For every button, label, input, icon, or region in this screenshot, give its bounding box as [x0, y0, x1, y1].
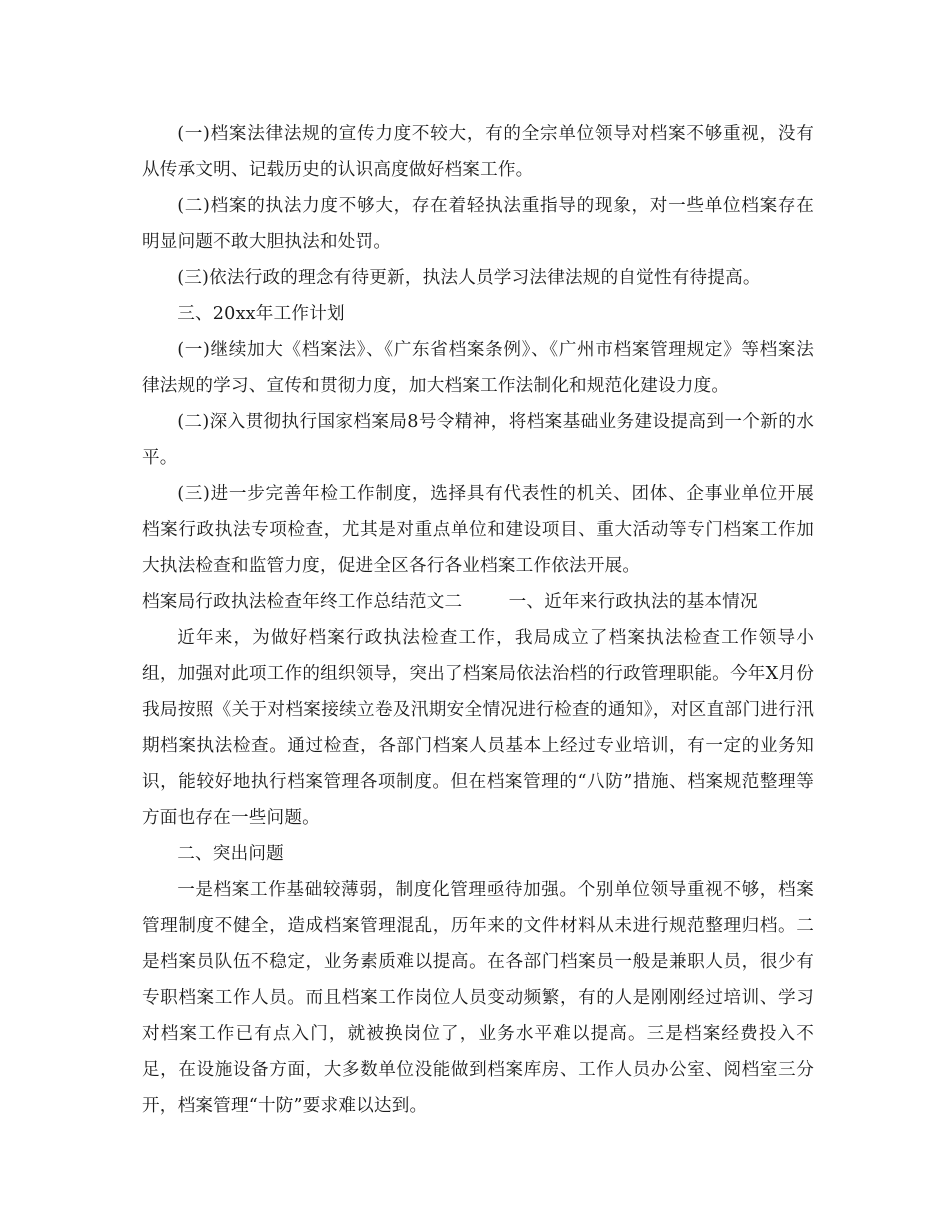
heading-work-plan: 三、20xx年工作计划 — [177, 304, 345, 324]
paragraph-plan-2: (二)深入贯彻执行国家档案局8号令精神，将档案基础业务建设提高到一个新的水平。 — [142, 412, 814, 468]
paragraph-problems-detail: 一是档案工作基础较薄弱，制度化管理亟待加强。个别单位领导重视不够，档案管理制度不健全，造成档案管理混乱，历年来的文件材料从未进行规范整理归档。二是档案员队伍不稳定，业务素质难以提高。在各部门档案员一般是兼职人员，很少有专职档案工作人员。而且档案工作岗位人员变动频繁，有的人是刚刚经过培训、学习对档案工作已有点入门，就被换岗位了，业务水平难以提高。三是档案经费投入不足，在设施设备方面，大多数单位没能做到档案库房、工作人员办公室、阅档室三分开，档案管理“十防”要求难以达到。 — [142, 880, 814, 1116]
paragraph-concept-issue: (三)依法行政的理念有待更新，执法人员学习法律法规的自觉性有待提高。 — [177, 268, 761, 288]
paragraph-enforcement-issue: (二)档案的执法力度不够大，存在着轻执法重指导的现象，对一些单位档案存在明显问题不敢大胆执法和处罚。 — [142, 196, 814, 252]
paragraph-plan-3: (三)进一步完善年检工作制度，选择具有代表性的机关、团体、企事业单位开展档案行政执法专项检查，尤其是对重点单位和建设项目、重大活动等专门档案工作加大执法检查和监管力度，促进全区各行各业档案工作依法开展。 — [142, 484, 814, 576]
paragraph-publicity-issue: (一)档案法律法规的宣传力度不较大，有的全宗单位领导对档案不够重视，没有从传承文明、记载历史的认识高度做好档案工作。 — [142, 124, 814, 180]
paragraph-basic-situation: 近年来，为做好档案行政执法检查工作，我局成立了档案执法检查工作领导小组，加强对此项工作的组织领导，突出了档案局依法治档的行政管理职能。今年X月份我局按照《关于对档案接续立卷及汛期安全情况进行检查的通知》，对区直部门进行汛期档案执法检查。通过检查，各部门档案人员基本上经过专业培训，有一定的业务知识，能较好地执行档案管理各项制度。但在档案管理的“八防”措施、档案规范整理等方面也存在一些问题。 — [142, 628, 814, 828]
heading-prominent-problems: 二、突出问题 — [177, 844, 284, 864]
paragraph-plan-1: (一)继续加大《档案法》、《广东省档案条例》、《广州市档案管理规定》等档案法律法规的学习、宣传和贯彻力度，加大档案工作法制化和规范化建设力度。 — [142, 340, 814, 396]
heading-sample-two: 档案局行政执法检查年终工作总结范文二 一、近年来行政执法的基本情况 — [142, 592, 758, 612]
document-body — [142, 116, 814, 1124]
